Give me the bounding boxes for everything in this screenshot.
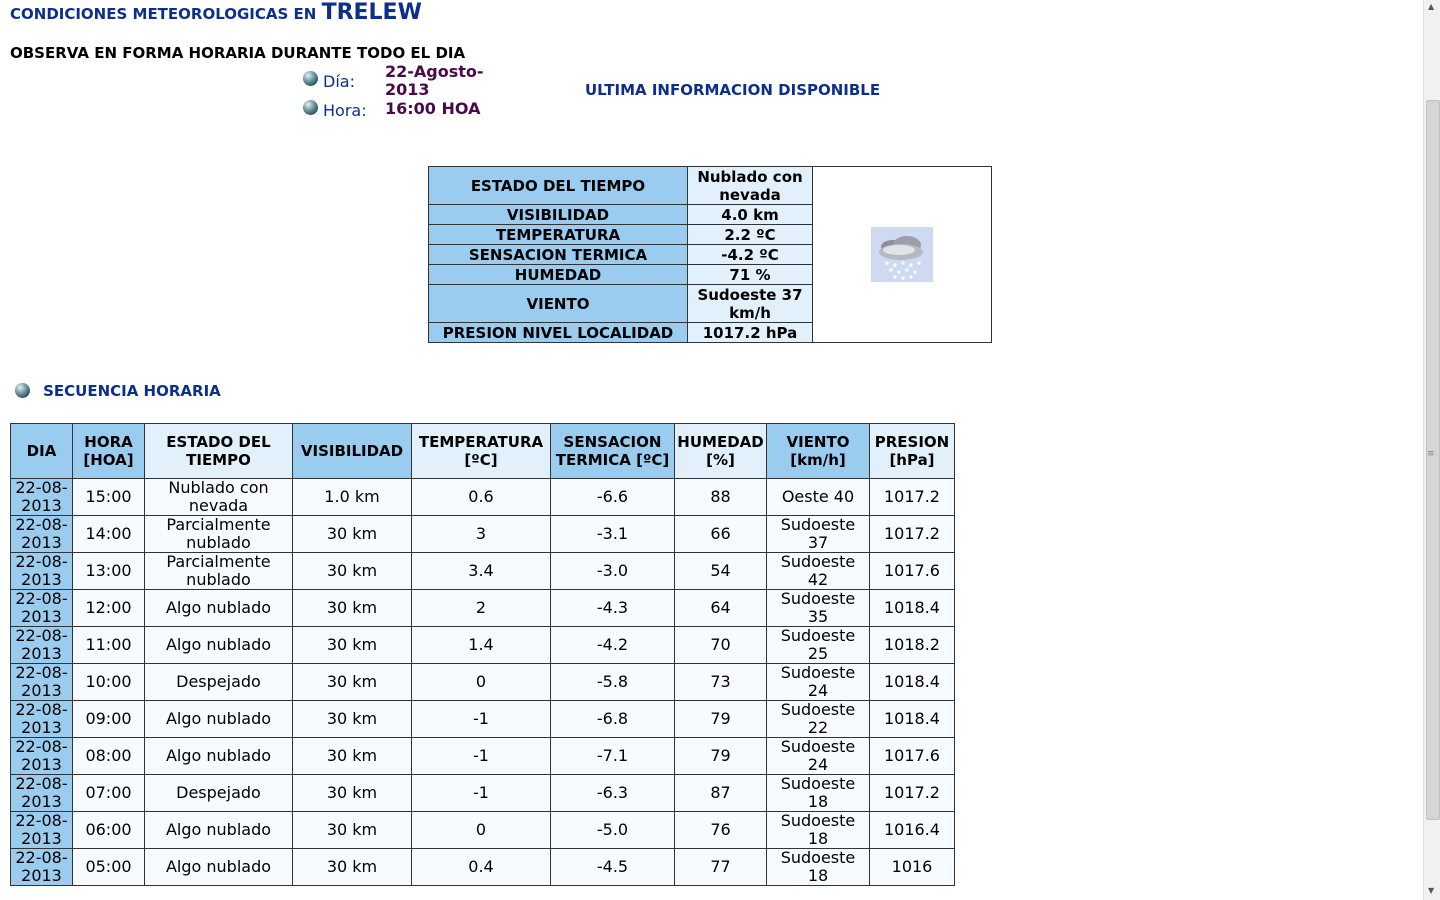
presion-cell: 1016.4: [870, 812, 955, 849]
hourly-sequence-table: [10, 423, 955, 886]
presion-cell: 1017.2: [870, 775, 955, 812]
current-row: [429, 167, 992, 205]
visibilidad-cell: 30 km: [293, 812, 412, 849]
snow-cloud-icon-graphic: [871, 227, 933, 282]
estado-cell: Algo nublado: [145, 849, 293, 886]
sensacion-cell: -5.0: [551, 812, 675, 849]
presion-cell: 1018.4: [870, 664, 955, 701]
table-row: [11, 553, 955, 590]
hora-cell: 05:00: [73, 849, 145, 886]
visibilidad-cell: 30 km: [293, 516, 412, 553]
humedad-cell: 88: [675, 479, 767, 516]
secuencia-heading: [15, 383, 221, 402]
estado-cell: Parcialmente nublado: [145, 553, 293, 590]
dia-cell: 22-08-2013: [11, 701, 73, 738]
viento-cell: Sudoeste 35: [767, 590, 870, 627]
humedad-cell: 76: [675, 812, 767, 849]
bullet-icon: [303, 71, 318, 86]
dia-cell: 22-08-2013: [11, 738, 73, 775]
presion-cell: 1017.6: [870, 553, 955, 590]
visibilidad-cell: 30 km: [293, 849, 412, 886]
sensacion-cell: -4.3: [551, 590, 675, 627]
viento-cell: Oeste 40: [767, 479, 870, 516]
table-row: [11, 849, 955, 886]
current-conditions-table: [428, 166, 992, 343]
vertical-scrollbar[interactable]: [1423, 0, 1440, 900]
hora-cell: 11:00: [73, 627, 145, 664]
table-row: [11, 516, 955, 553]
current-label: VIENTO: [429, 285, 688, 323]
current-value: 2.2 ºC: [688, 225, 813, 245]
hora-cell: 14:00: [73, 516, 145, 553]
column-header: DIA: [11, 424, 73, 479]
estado-cell: Nublado con nevada: [145, 479, 293, 516]
humedad-cell: 66: [675, 516, 767, 553]
sensacion-cell: -4.2: [551, 627, 675, 664]
dia-cell: 22-08-2013: [11, 812, 73, 849]
hora-cell: 07:00: [73, 775, 145, 812]
dia-cell: 22-08-2013: [11, 590, 73, 627]
presion-cell: 1017.2: [870, 479, 955, 516]
visibilidad-cell: 1.0 km: [293, 479, 412, 516]
estado-cell: Algo nublado: [145, 812, 293, 849]
sensacion-cell: -4.5: [551, 849, 675, 886]
temperatura-cell: 3.4: [412, 553, 551, 590]
estado-cell: Despejado: [145, 664, 293, 701]
current-label: ESTADO DEL TIEMPO: [429, 167, 688, 205]
visibilidad-cell: 30 km: [293, 738, 412, 775]
current-label: SENSACION TERMICA: [429, 245, 688, 265]
viento-cell: Sudoeste 24: [767, 664, 870, 701]
sensacion-cell: -5.8: [551, 664, 675, 701]
table-row: [11, 664, 955, 701]
city-name: TRELEW: [321, 0, 422, 25]
temperatura-cell: 1.4: [412, 627, 551, 664]
sensacion-cell: -3.0: [551, 553, 675, 590]
secuencia-title: SECUENCIA HORARIA: [43, 382, 221, 400]
viento-cell: Sudoeste 42: [767, 553, 870, 590]
estado-cell: Parcialmente nublado: [145, 516, 293, 553]
dia-cell: 22-08-2013: [11, 664, 73, 701]
presion-cell: 1018.2: [870, 627, 955, 664]
temperatura-cell: -1: [412, 775, 551, 812]
temperatura-cell: 3: [412, 516, 551, 553]
column-header: SENSACION TERMICA [ºC]: [551, 424, 675, 479]
humedad-cell: 79: [675, 701, 767, 738]
temperatura-cell: 0.6: [412, 479, 551, 516]
scrollbar-thumb[interactable]: [1426, 100, 1440, 820]
title-prefix: CONDICIONES METEOROLOGICAS EN: [10, 5, 317, 23]
current-label: VISIBILIDAD: [429, 205, 688, 225]
current-value: 4.0 km: [688, 205, 813, 225]
scroll-up-arrow-icon[interactable]: ▲: [1428, 2, 1435, 11]
current-value: 1017.2 hPa: [688, 323, 813, 343]
viento-cell: Sudoeste 18: [767, 775, 870, 812]
estado-cell: Algo nublado: [145, 590, 293, 627]
hora-cell: 15:00: [73, 479, 145, 516]
temperatura-cell: -1: [412, 701, 551, 738]
temperatura-cell: -1: [412, 738, 551, 775]
presion-cell: 1017.6: [870, 738, 955, 775]
table-row: [11, 775, 955, 812]
dia-cell: 22-08-2013: [11, 553, 73, 590]
visibilidad-cell: 30 km: [293, 701, 412, 738]
current-label: HUMEDAD: [429, 265, 688, 285]
hora-cell: 06:00: [73, 812, 145, 849]
column-header: HUMEDAD [%]: [675, 424, 767, 479]
current-value: Nublado con nevada: [688, 167, 813, 205]
viento-cell: Sudoeste 18: [767, 812, 870, 849]
current-label: TEMPERATURA: [429, 225, 688, 245]
current-value: 71 %: [688, 265, 813, 285]
estado-cell: Despejado: [145, 775, 293, 812]
temperatura-cell: 0: [412, 664, 551, 701]
table-row: [11, 590, 955, 627]
estado-cell: Algo nublado: [145, 627, 293, 664]
dia-label: Día:: [323, 72, 355, 91]
sensacion-cell: -6.3: [551, 775, 675, 812]
visibilidad-cell: 30 km: [293, 590, 412, 627]
visibilidad-cell: 30 km: [293, 664, 412, 701]
sensacion-cell: -6.8: [551, 701, 675, 738]
table-row: [11, 627, 955, 664]
hora-cell: 13:00: [73, 553, 145, 590]
current-value: Sudoeste 37 km/h: [688, 285, 813, 323]
snow-cloud-icon: [871, 227, 933, 282]
viento-cell: Sudoeste 24: [767, 738, 870, 775]
humedad-cell: 79: [675, 738, 767, 775]
hora-cell: 10:00: [73, 664, 145, 701]
dia-value: 22-Agosto-2013: [385, 62, 484, 99]
viento-cell: Sudoeste 18: [767, 849, 870, 886]
dia-cell: 22-08-2013: [11, 849, 73, 886]
ultima-informacion-label: ULTIMA INFORMACION DISPONIBLE: [585, 81, 881, 99]
hora-cell: 12:00: [73, 590, 145, 627]
temperatura-cell: 0: [412, 812, 551, 849]
humedad-cell: 54: [675, 553, 767, 590]
estado-cell: Algo nublado: [145, 701, 293, 738]
page-subtitle: OBSERVA EN FORMA HORARIA DURANTE TODO EL DIA: [10, 44, 466, 62]
column-header: TEMPERATURA [ºC]: [412, 424, 551, 479]
hora-value: 16:00 HOA: [385, 99, 481, 118]
visibilidad-cell: 30 km: [293, 627, 412, 664]
current-label: PRESION NIVEL LOCALIDAD: [429, 323, 688, 343]
temperatura-cell: 2: [412, 590, 551, 627]
column-header: VIENTO [km/h]: [767, 424, 870, 479]
humedad-cell: 73: [675, 664, 767, 701]
column-header: PRESION [hPa]: [870, 424, 955, 479]
current-value: -4.2 ºC: [688, 245, 813, 265]
weather-icon-cell: [813, 167, 992, 343]
dia-cell: 22-08-2013: [11, 479, 73, 516]
sensacion-cell: -7.1: [551, 738, 675, 775]
hora-cell: 09:00: [73, 701, 145, 738]
page-title: [10, 0, 422, 25]
hora-cell: 08:00: [73, 738, 145, 775]
sensacion-cell: -6.6: [551, 479, 675, 516]
table-body: [11, 479, 955, 886]
presion-cell: 1017.2: [870, 516, 955, 553]
viento-cell: Sudoeste 37: [767, 516, 870, 553]
scroll-down-arrow-icon[interactable]: ▼: [1428, 886, 1435, 895]
presion-cell: 1018.4: [870, 590, 955, 627]
dia-cell: 22-08-2013: [11, 775, 73, 812]
temperatura-cell: 0.4: [412, 849, 551, 886]
dia-cell: 22-08-2013: [11, 627, 73, 664]
humedad-cell: 64: [675, 590, 767, 627]
sensacion-cell: -3.1: [551, 516, 675, 553]
table-row: [11, 812, 955, 849]
table-header-row: [11, 424, 955, 479]
table-row: [11, 738, 955, 775]
viento-cell: Sudoeste 25: [767, 627, 870, 664]
humedad-cell: 70: [675, 627, 767, 664]
bullet-icon: [303, 100, 318, 115]
column-header: HORA [HOA]: [73, 424, 145, 479]
viento-cell: Sudoeste 22: [767, 701, 870, 738]
visibilidad-cell: 30 km: [293, 553, 412, 590]
table-row: [11, 701, 955, 738]
table-row: [11, 479, 955, 516]
humedad-cell: 77: [675, 849, 767, 886]
scrollbar-grip-icon: ≡: [1427, 449, 1435, 459]
estado-cell: Algo nublado: [145, 738, 293, 775]
visibilidad-cell: 30 km: [293, 775, 412, 812]
hora-label: Hora:: [323, 101, 367, 120]
humedad-cell: 87: [675, 775, 767, 812]
bullet-icon: [15, 383, 30, 398]
presion-cell: 1018.4: [870, 701, 955, 738]
dia-cell: 22-08-2013: [11, 516, 73, 553]
column-header: VISIBILIDAD: [293, 424, 412, 479]
column-header: ESTADO DEL TIEMPO: [145, 424, 293, 479]
presion-cell: 1016: [870, 849, 955, 886]
